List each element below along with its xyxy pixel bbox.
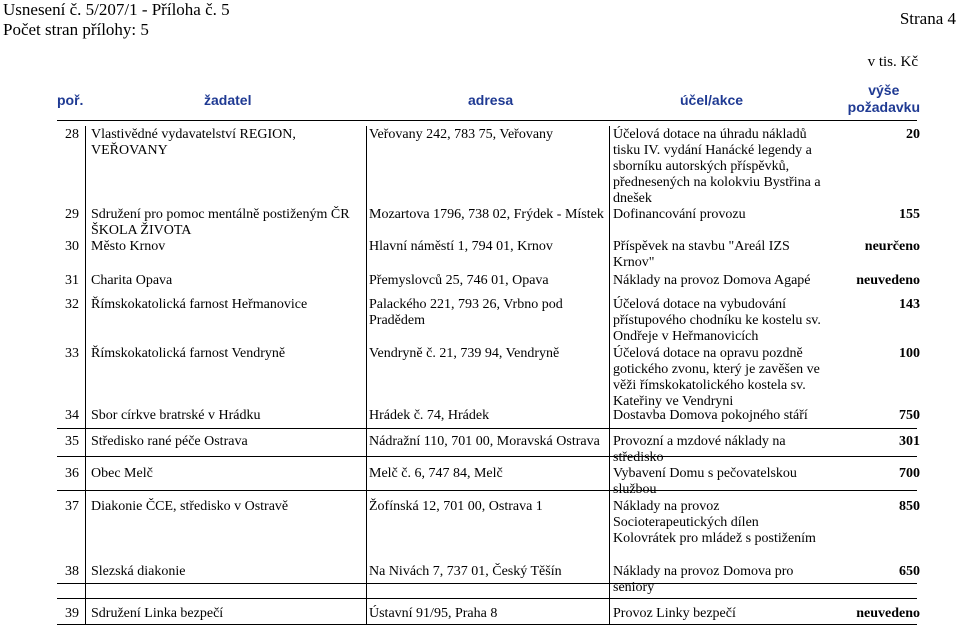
page-number: Strana 4 xyxy=(899,9,956,28)
col-header-applicant: žadatel xyxy=(204,92,252,108)
col-header-num: poř. xyxy=(57,92,84,108)
column-separator xyxy=(366,126,367,624)
row-rule xyxy=(57,428,917,429)
document-header xyxy=(3,0,230,40)
page-count: Počet stran přílohy: 5 xyxy=(3,20,149,39)
header-rule xyxy=(57,120,917,121)
col-header-address: adresa xyxy=(468,92,514,108)
row-rule xyxy=(57,490,917,491)
row-rule xyxy=(57,598,917,599)
col-header-purpose: účel/akce xyxy=(680,92,744,108)
table-bottom-rule xyxy=(57,624,917,625)
column-separator xyxy=(609,126,610,624)
resolution-title: Usnesení č. 5/207/1 - Příloha č. 5 xyxy=(3,0,230,19)
col-header-amount: výše požadavku xyxy=(847,82,920,115)
unit-label: v tis. Kč xyxy=(867,54,918,70)
column-separator xyxy=(85,126,86,624)
